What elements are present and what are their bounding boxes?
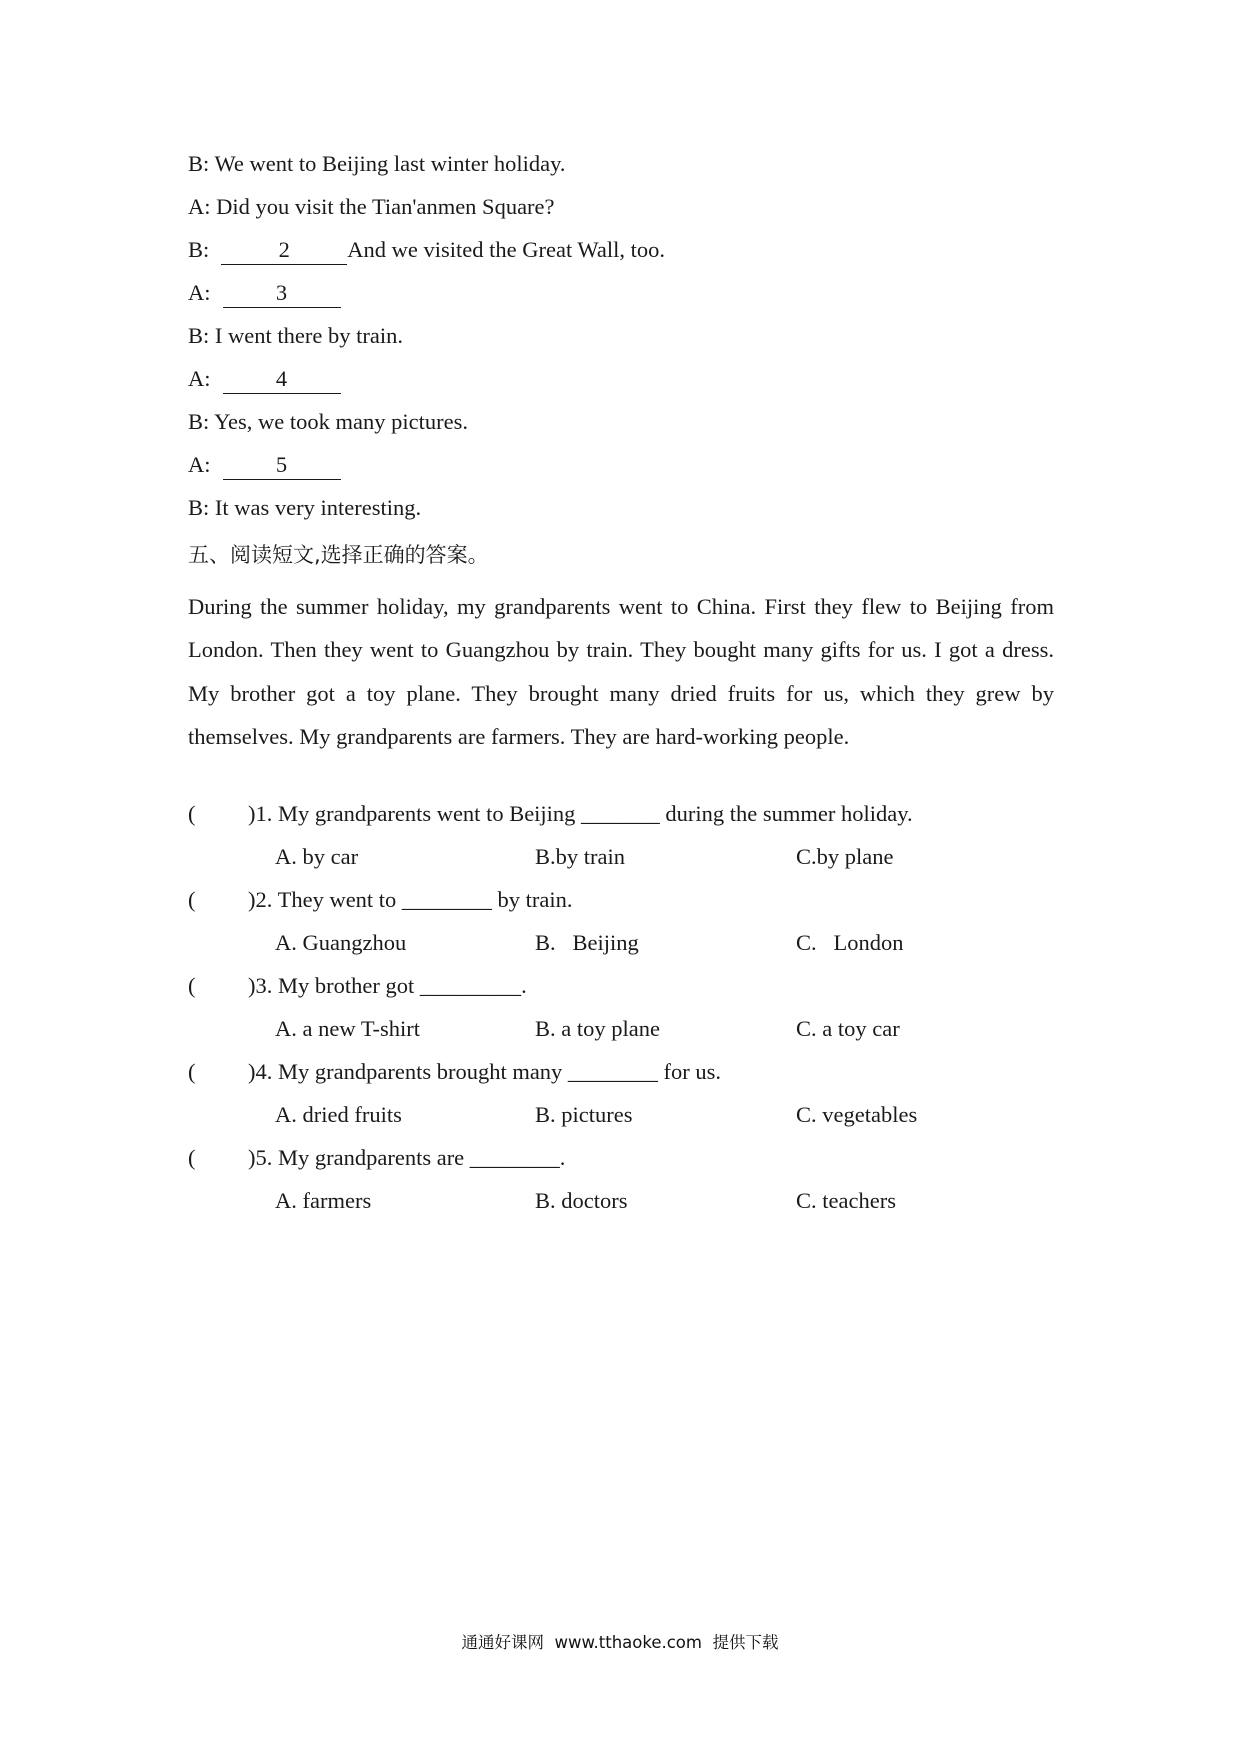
question-5 <box>188 1143 565 1173</box>
speaker: B: <box>188 237 210 262</box>
option-b: B. pictures <box>535 1102 633 1127</box>
question-text: )5. My grandparents are ________. <box>248 1145 566 1170</box>
question-text: )3. My brother got _________. <box>248 973 527 998</box>
dialogue-line-7 <box>188 407 468 437</box>
question-text: )1. My grandparents went to Beijing _______ during the summer holiday. <box>248 801 913 826</box>
answer-blank: 3 <box>223 281 341 308</box>
dialogue-text: Yes, we took many pictures. <box>214 409 469 434</box>
answer-paren: ( <box>188 887 196 912</box>
option-a: A. by car <box>275 844 359 869</box>
option-c: C. a toy car <box>796 1016 900 1041</box>
option-b: B.by train <box>535 844 625 869</box>
option-a: A. a new T-shirt <box>275 1016 420 1041</box>
answer-blank: 2 <box>221 238 347 265</box>
section-title: 五、阅读短文,选择正确的答案。 <box>188 543 489 567</box>
reading-passage: During the summer holiday, my grandparents went to China. First they flew to Beijing from London. Then they went to Guangzhou by train. They bought many gifts for us. I got a dress. My brother got a toy plane. They brought many dried fruits for us, which they grew by themselves. My grandparents are farmers. They are hard-working people. <box>188 594 1054 750</box>
dialogue-text: And we visited the Great Wall, too. <box>347 237 665 262</box>
answer-blank: 4 <box>223 367 341 394</box>
option-c: C. London <box>796 930 904 955</box>
answer-paren: ( <box>188 1145 196 1170</box>
dialogue-text: We went to Beijing last winter holiday. <box>214 151 566 176</box>
option-a: A. dried fruits <box>275 1102 402 1127</box>
option-b: B. doctors <box>535 1188 628 1213</box>
speaker: A: <box>188 280 211 305</box>
option-b: B. Beijing <box>535 930 639 955</box>
dialogue-line-1 <box>188 149 566 179</box>
option-c: C. vegetables <box>796 1102 918 1127</box>
dialogue-line-3 <box>188 235 665 265</box>
dialogue-line-2 <box>188 192 555 222</box>
question-text: )4. My grandparents brought many ________ for us. <box>248 1059 722 1084</box>
page-footer: 通通好课网 www.tthaoke.com 提供下载 <box>461 1633 779 1652</box>
answer-paren: ( <box>188 973 196 998</box>
question-1 <box>188 799 913 829</box>
question-4 <box>188 1057 721 1087</box>
speaker: A: <box>188 366 211 391</box>
answer-paren: ( <box>188 1059 196 1084</box>
dialogue-text: It was very interesting. <box>214 495 422 520</box>
speaker: B: <box>188 495 210 520</box>
answer-blank: 5 <box>223 453 341 480</box>
option-a: A. farmers <box>275 1188 372 1213</box>
speaker: A: <box>188 452 211 477</box>
dialogue-text: Did you visit the Tian'anmen Square? <box>216 194 555 219</box>
dialogue-line-4 <box>188 278 341 308</box>
speaker: A: <box>188 194 211 219</box>
option-c: C.by plane <box>796 844 894 869</box>
option-c: C. teachers <box>796 1188 896 1213</box>
option-a: A. Guangzhou <box>275 930 407 955</box>
dialogue-line-6 <box>188 364 341 394</box>
dialogue-line-8 <box>188 450 341 480</box>
question-3 <box>188 971 527 1001</box>
option-b: B. a toy plane <box>535 1016 660 1041</box>
speaker: B: <box>188 151 210 176</box>
question-text: )2. They went to ________ by train. <box>248 887 573 912</box>
dialogue-text: I went there by train. <box>214 323 403 348</box>
dialogue-line-5 <box>188 321 403 351</box>
speaker: B: <box>188 409 210 434</box>
speaker: B: <box>188 323 210 348</box>
answer-paren: ( <box>188 801 196 826</box>
question-2 <box>188 885 573 915</box>
dialogue-line-9 <box>188 493 421 523</box>
